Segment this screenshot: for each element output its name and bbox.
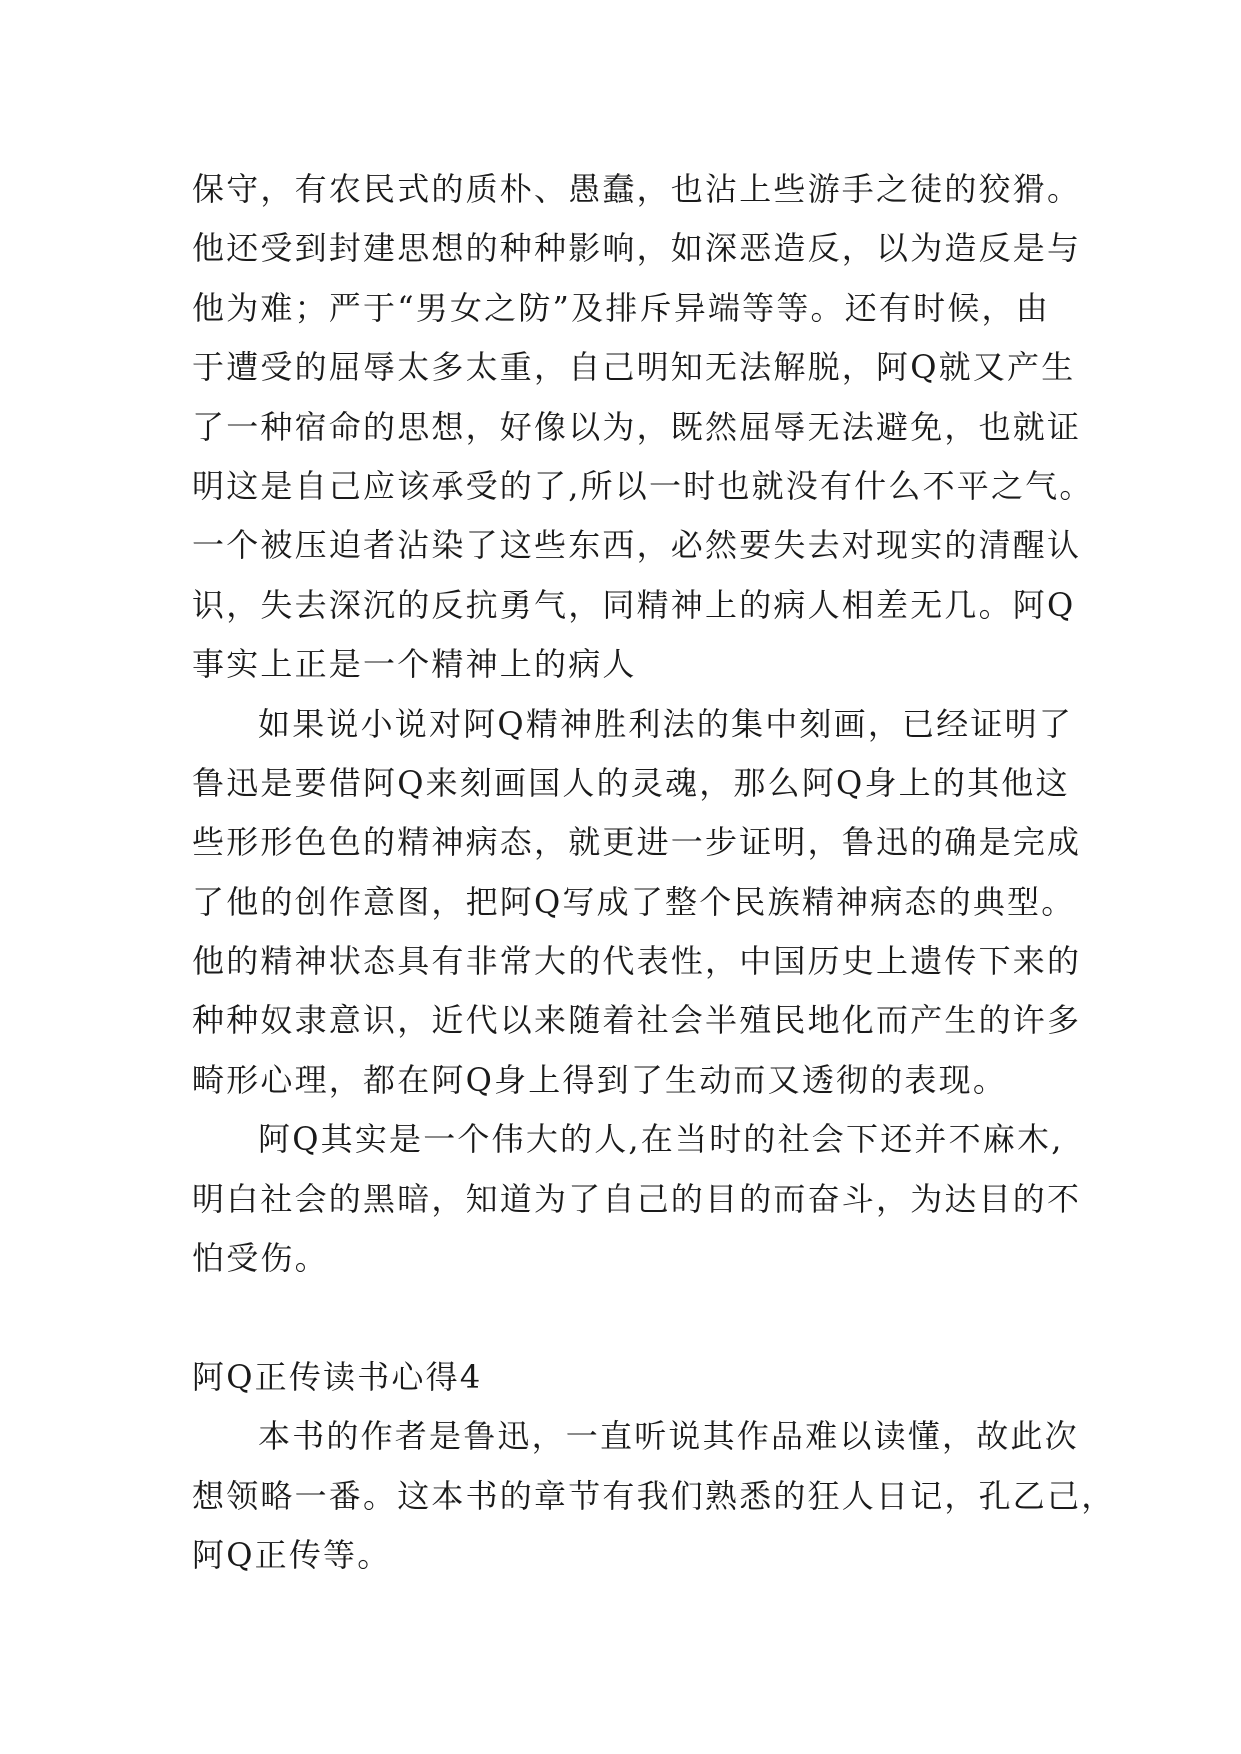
text-line: 了一种宿命的思想，好像以为，既然屈辱无法避免，也就证 — [192, 407, 1082, 446]
text-line: 于遭受的屈辱太多太重，自己明知无法解脱，阿Q就又产生 — [192, 348, 1076, 387]
section-heading: 阿Q正传读书心得4 — [192, 1357, 483, 1396]
text-line: 明这是自己应该承受的了,所以一时也就没有什么不平之气。 — [192, 466, 1094, 505]
paragraph-book-intro — [192, 1407, 1116, 1585]
text-line: 鲁迅是要借阿Q来刻画国人的灵魂，那么阿Q身上的其他这 — [192, 763, 1070, 802]
text-line: 如果说小说对阿Q精神胜利法的集中刻画，已经证明了 — [258, 704, 1074, 743]
text-line: 事实上正是一个精神上的病人 — [192, 645, 637, 684]
text-line: 明白社会的黑暗，知道为了自己的目的而奋斗，为达目的不 — [192, 1179, 1082, 1218]
text-line: 阿Q正传等。 — [192, 1535, 392, 1574]
text-line: 种种奴隶意识，近代以来随着社会半殖民地化而产生的许多 — [192, 1001, 1082, 1040]
document-page — [192, 160, 1116, 1585]
paragraph-great-person — [192, 1110, 1082, 1288]
text-line: 他的精神状态具有非常大的代表性，中国历史上遗传下来的 — [192, 942, 1082, 981]
paragraph-continuation — [192, 160, 1094, 695]
text-line: 畸形心理，都在阿Q身上得到了生动而又透彻的表现。 — [192, 1060, 1008, 1099]
text-line: 了他的创作意图，把阿Q写成了整个民族精神病态的典型。 — [192, 882, 1076, 921]
text-line: 本书的作者是鲁迅，一直听说其作品难以读懂，故此次 — [258, 1417, 1079, 1456]
text-line: 些形形色色的精神病态，就更进一步证明，鲁迅的确是完成 — [192, 823, 1082, 862]
text-line: 他还受到封建思想的种种影响，如深恶造反，以为造反是与 — [192, 229, 1082, 268]
text-line: 一个被压迫者沾染了这些东西，必然要失去对现实的清醒认 — [192, 526, 1082, 565]
text-line: 怕受伤。 — [192, 1239, 329, 1278]
text-line: 他为难；严于“男女之防”及排斥异端等等。还有时候，由 — [192, 288, 1050, 327]
paragraph-spiritual-illness — [192, 695, 1082, 1111]
blank-line — [192, 1288, 1062, 1347]
text-line: 阿Q其实是一个伟大的人,在当时的社会下还并不麻木, — [258, 1120, 1064, 1159]
text-line: 保守，有农民式的质朴、愚蠢，也沾上些游手之徒的狡猾。 — [192, 170, 1082, 208]
text-line: 识，失去深沉的反抗勇气，同精神上的病人相差无几。阿Q — [192, 585, 1076, 624]
text-line: 想领略一番。这本书的章节有我们熟悉的狂人日记，孔乙己， — [192, 1476, 1116, 1515]
